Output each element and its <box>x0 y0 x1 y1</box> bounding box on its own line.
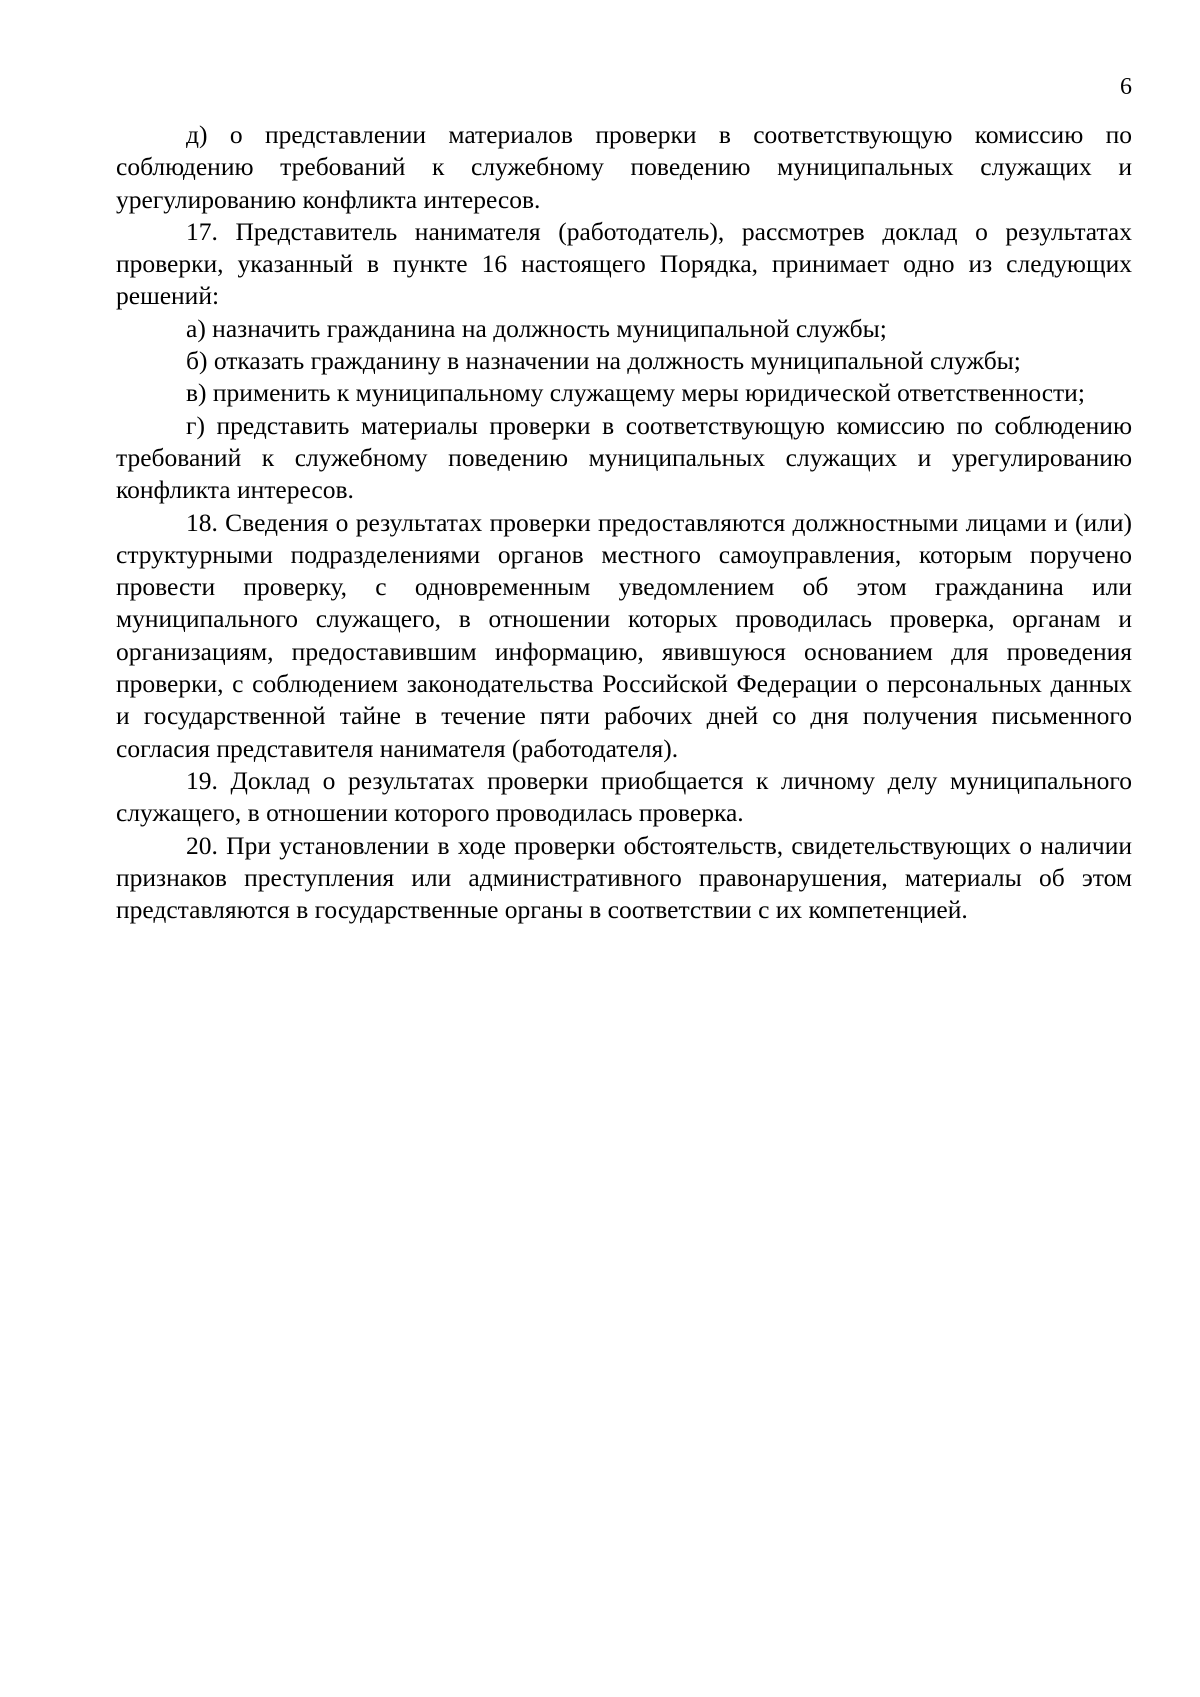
paragraph-item-v: в) применить к муниципальному служащему меры юридической ответственности; <box>186 378 1085 408</box>
page-number: 6 <box>1120 74 1132 100</box>
paragraph-item-a: а) назначить гражданина на должность муниципальной службы; <box>186 313 887 343</box>
paragraph-18: 18. Сведения о результатах проверки предоставляются должностными лицами и (или) структурными подразделениями органов местного самоуправления, которым поручено провести проверку, с одновременным уведомлением об этом гражданина или муниципального служащего, в отношении которых проводилась проверка, органам и организациям, предоставившим информацию, явившуюся основанием для проведения проверки, с соблюдением законодательства Российской Федерации о персональных данных и государственной тайне в течение пяти рабочих дней со дня получения письменного согласия представителя нанимателя (работодателя). <box>116 507 1132 763</box>
document-body <box>116 119 1132 926</box>
paragraph-19: 19. Доклад о результатах проверки приобщается к личному делу муниципального служащего, в отношении которого проводилась проверка. <box>116 765 1132 828</box>
paragraph-item-g: г) представить материалы проверки в соответствующую комиссию по соблюдению требований к служебному поведению муниципальных служащих и урегулированию конфликта интересов. <box>116 410 1132 505</box>
paragraph-item-b: б) отказать гражданину в назначении на должность муниципальной службы; <box>186 346 1021 376</box>
paragraph-17: 17. Представитель нанимателя (работодатель), рассмотрев доклад о результатах проверки, указанный в пункте 16 настоящего Порядка, принимает одно из следующих решений: <box>116 216 1132 311</box>
paragraph-20: 20. При установлении в ходе проверки обстоятельств, свидетельствующих о наличии признаков преступления или административного правонарушения, материалы об этом представляются в государственные органы в соответствии с их компетенцией. <box>116 830 1132 925</box>
paragraph-item-d: д) о представлении материалов проверки в соответствующую комиссию по соблюдению требований к служебному поведению муниципальных служащих и урегулированию конфликта интересов. <box>116 120 1132 214</box>
